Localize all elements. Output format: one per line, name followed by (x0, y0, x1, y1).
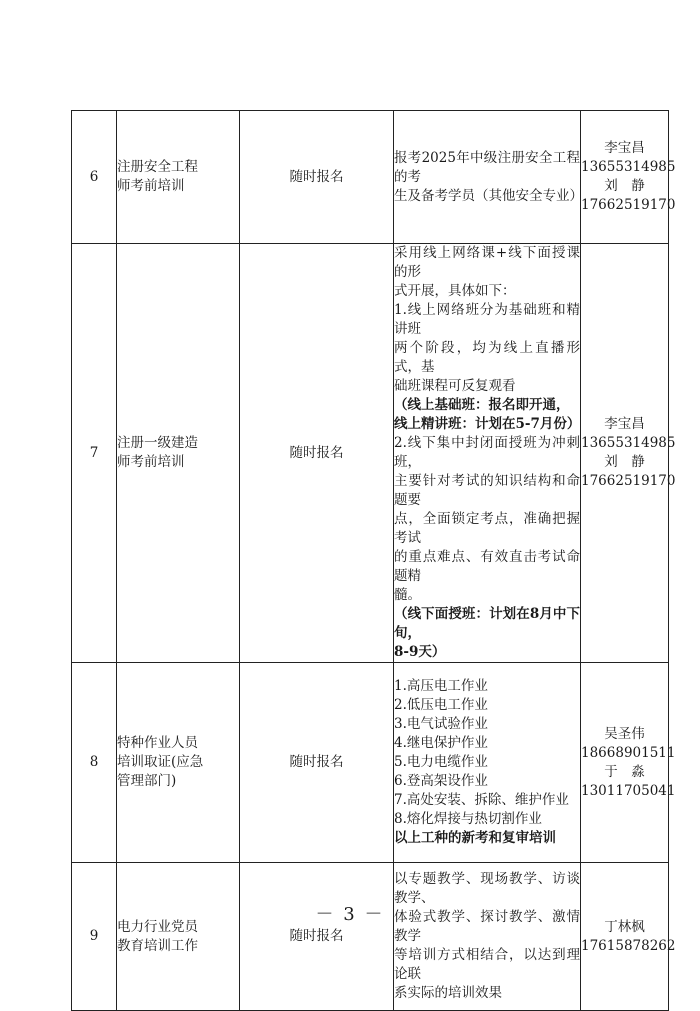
table-row (72, 863, 669, 1011)
table-row (72, 111, 669, 244)
course-name: 特种作业人员 培训取证(应急 管理部门) (117, 663, 240, 863)
enrollment-time: 随时报名 (240, 663, 394, 863)
contact-info: 吴圣伟 18668901511 于 淼 13011705041 (581, 663, 669, 863)
list-item: 4.继电保护作业 (394, 735, 488, 751)
row-number: 9 (72, 863, 117, 1011)
list-item: 7.高处安装、拆除、维护作业 (394, 792, 569, 808)
row-number: 8 (72, 663, 117, 863)
row-number: 7 (72, 244, 117, 663)
contact-info: 李宝昌 13655314985 刘 静 17662519170 (581, 244, 669, 663)
enrollment-time: 随时报名 (240, 111, 394, 244)
course-description: 以专题教学、现场教学、访谈教学、 体验式教学、探讨教学、激情教学 等培训方式相结合，以达到理论联 系实际的培训效果 (394, 863, 581, 1011)
list-item: 8.熔化焊接与热切割作业 (394, 811, 542, 827)
list-item: 6.登高架设作业 (394, 773, 488, 789)
enrollment-time: 随时报名 (240, 244, 394, 663)
list-item: 2.低压电工作业 (394, 697, 488, 713)
table-row (72, 663, 669, 863)
course-description (394, 663, 581, 863)
course-description: 采用线上网络课+线下面授课的形 式开展，具体如下： 1.线上网络班分为基础班和精讲班 两个阶段，均为线上直播形式，基 础班课程可反复观看 （线上基础班：报名即开通， 线上精讲班：计划在5-7月份） 2.线下集中封闭面授班为冲刺班， 主要针对考试的知识结构和命题要 点，全面锁定考点，准确把握考试 的重点难点、有效直击考试命题精 髓。 （线下面授班：计划在8月中下旬， 8-9天） (394, 244, 581, 663)
course-name: 注册一级建造 师考前培训 (117, 244, 240, 663)
training-table (71, 110, 676, 1011)
course-name: 注册安全工程 师考前培训 (117, 111, 240, 244)
course-description: 报考2025年中级注册安全工程的考 生及备考学员（其他安全专业） (394, 111, 581, 244)
course-name: 电力行业党员 教育培训工作 (117, 863, 240, 1011)
row-number: 6 (72, 111, 117, 244)
list-item: 1.高压电工作业 (394, 678, 488, 694)
page-number: － 3 － (315, 904, 385, 925)
contact-info: 丁林枫 17615878262 (581, 863, 669, 1011)
enrollment-time: 随时报名 (240, 863, 394, 1011)
table-row (72, 244, 669, 663)
items-note: 以上工种的新考和复审培训 (394, 830, 556, 846)
list-item: 3.电气试验作业 (394, 716, 488, 732)
contact-info: 李宝昌 13655314985 刘 静 17662519170 (581, 111, 669, 244)
list-item: 5.电力电缆作业 (394, 754, 488, 770)
